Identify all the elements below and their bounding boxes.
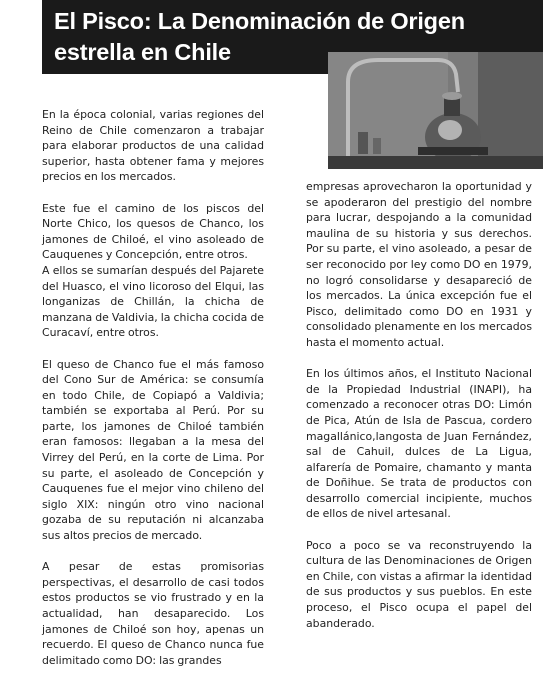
copper-still-photo bbox=[328, 52, 543, 169]
paragraph-queso-chanco: El queso de Chanco fue el más famoso del Cono Sur de América: se consumía en todo Chile, de Copiapó a Valdivia; también se exportaba al Perú. Por su parte, los jamones de Chiloé también eran famosos: llegaban a la mesa del Virrey del Perú, en la corte de Lima. Por su parte, el asoleado de Concepción y Cauquenes fue el mejor vino chileno del siglo XIX: ningún otro vino nacional gozaba de su reputación ni alcanzaba sus altos precios de mercado. bbox=[42, 357, 264, 543]
title-line-2: estrella en Chile bbox=[54, 39, 231, 65]
paragraph-camino: Este fue el camino de los piscos del Norte Chico, los quesos de Chanco, los jamones de Chiloé, el vino asoleado de Cauquenes y Concepción, entre otros. bbox=[42, 201, 264, 262]
right-column bbox=[306, 179, 532, 631]
paragraph-colonial: En la época colonial, varias regiones del Reino de Chile comenzaron a trabajar para elaborar productos de una calidad superior, hasta obtener fama y mejores precios en los mercados. bbox=[42, 108, 264, 184]
paragraph-sumarian: A ellos se sumarían después del Pajarete del Huasco, el vino licoroso del Elqui, las longanizas de Chillán, la chicha de manzana de Valdivia, la chicha cocida de Curacaví, entre otros. bbox=[42, 263, 264, 340]
paragraph-empresas: empresas aprovecharon la oportunidad y se apoderaron del prestigio del nombre para lucrar, despojando a la comunidad maulina de su historia y sus derechos. Por su parte, el vino asoleado, a pesar de ser reconocido por ley como DO en 1979, no logró consolidarse y desapareció de los mercados. La única excepción fue el Pisco, delimitado como DO en 1931 y consolidado plenamente en los mercados hasta el momento actual. bbox=[306, 180, 532, 349]
paragraph-promisorias: A pesar de estas promisorias perspectivas, el desarrollo de casi todos estos productos se vio frustrado y en la actualidad, han desaparecido. Los jamones de Chiloé son hoy, apenas un recuerdo. El queso de Chanco nunca fue delimitado como DO: las grandes bbox=[42, 560, 264, 667]
paragraph-poco-a-poco: Poco a poco se va reconstruyendo la cultura de las Denominaciones de Origen en Chile, con vistas a afirmar la identidad de sus productos y sus pueblos. En este proceso, el Pisco ocupa el papel del abanderado. bbox=[306, 538, 532, 630]
paragraph-inapi: En los últimos años, el Instituto Nacional de la Propiedad Industrial (INAPI), ha comenzado a reconocer otras DO: Limón de Pica, Atún de Isla de Pascua, cordero magallánico,langosta de Juan Fernández, sal de Cahuil, dulces de La Ligua, alfarería de Pomaire, chamanto y manta de Doñihue. Se trata de productos con desarrollo comercial incipiente, muchos de ellos de nivel artesanal. bbox=[306, 367, 532, 521]
left-column bbox=[42, 107, 264, 668]
title-line-1: El Pisco: La Denominación de Origen bbox=[54, 8, 465, 34]
